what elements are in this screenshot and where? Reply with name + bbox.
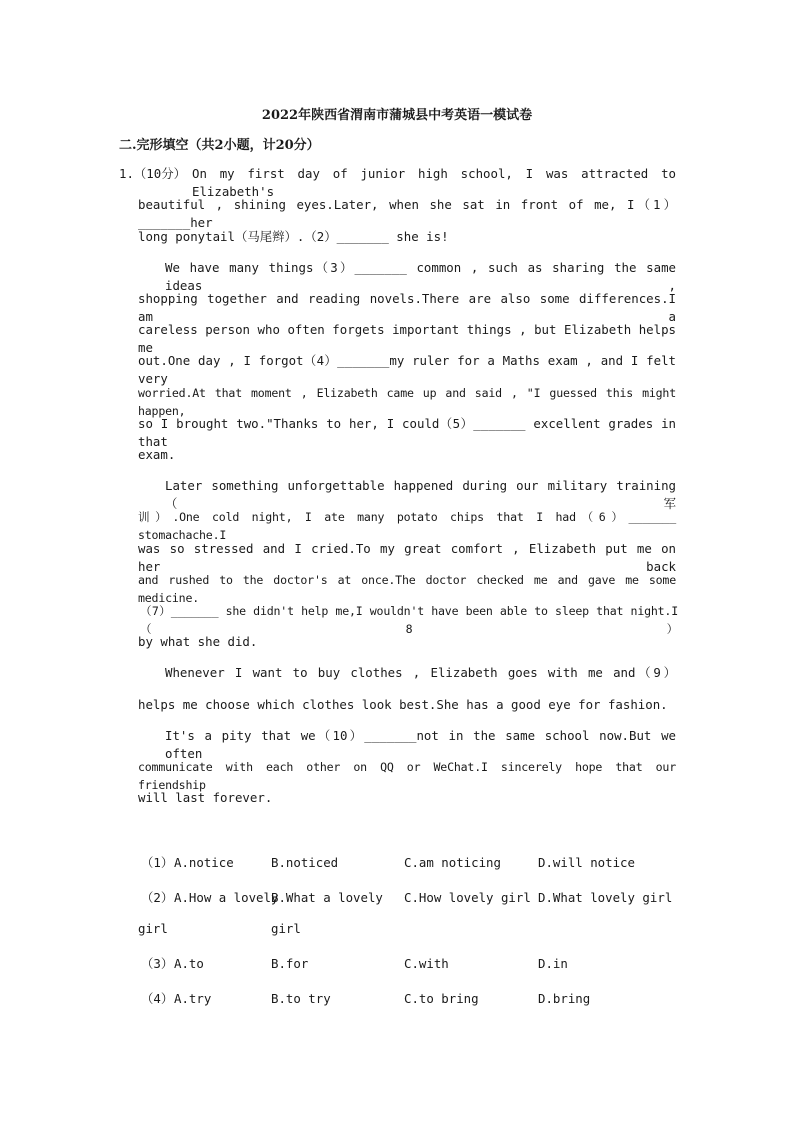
- passage-line: and rushed to the doctor's at once.The doctor checked me and gave me some medicine.: [138, 573, 676, 605]
- passage-line: by what she did.: [138, 634, 258, 649]
- option-a[interactable]: A.try: [174, 991, 212, 1006]
- option-c[interactable]: C.to bring: [404, 991, 479, 1006]
- question-index: 1.: [119, 166, 134, 181]
- option-b-cont: girl: [271, 921, 301, 936]
- section-heading: 二.完形填空（共2小题，计20分）: [119, 138, 320, 153]
- passage-line: （7）_______ she didn't help me,I wouldn't have been able to sleep that night.I（8）: [140, 604, 678, 636]
- passage-line: On my first day of junior high school, I was attracted to Elizabeth's: [192, 166, 676, 199]
- passage-line: long ponytail（马尾辫）.（2）_______ she is!: [138, 229, 449, 244]
- option-number: （2）: [141, 890, 174, 905]
- passage-line: We have many things（3）_______ common , such as sharing the same ideas ,: [165, 260, 676, 293]
- option-c[interactable]: C.am noticing: [404, 855, 501, 870]
- question-points: （10分）: [133, 166, 187, 181]
- passage-line: exam.: [138, 447, 176, 462]
- passage-line: so I brought two."Thanks to her, I could（5）_______ excellent grades in that: [138, 416, 676, 449]
- passage-line: will last forever.: [138, 790, 273, 805]
- question-number: [119, 165, 186, 183]
- option-number: （1）: [141, 855, 174, 870]
- passage-line: shopping together and reading novels.There are also some differences.I am a: [138, 291, 676, 324]
- passage-line: helps me choose which clothes look best.She has a good eye for fashion.: [138, 697, 668, 712]
- option-a-cont: girl: [138, 921, 168, 936]
- option-b[interactable]: B.What a lovely: [271, 890, 383, 905]
- option-b[interactable]: B.for: [271, 956, 309, 971]
- option-number: （3）: [141, 956, 174, 971]
- option-c[interactable]: C.How lovely girl: [404, 890, 531, 905]
- passage-line: was so stressed and I cried.To my great comfort , Elizabeth put me on her back: [138, 541, 676, 574]
- passage-line: out.One day , I forgot（4）_______my ruler for a Maths exam , and I felt very: [138, 353, 676, 386]
- exam-title: 2022年陕西省渭南市蒲城县中考英语一模试卷: [261, 108, 533, 123]
- option-b[interactable]: B.to try: [271, 991, 331, 1006]
- option-a[interactable]: A.notice: [174, 855, 234, 870]
- passage-line: 训）.One cold night, I ate many potato chips that I had（6）_______ stomachache.I: [138, 510, 676, 542]
- passage-line: beautiful , shining eyes.Later, when she sat in front of me, I（1）_______her: [138, 197, 676, 230]
- passage-line: communicate with each other on QQ or WeChat.I sincerely hope that our friendship: [138, 760, 676, 792]
- option-a[interactable]: A.to: [174, 956, 204, 971]
- option-d[interactable]: D.What lovely girl: [538, 890, 673, 905]
- option-d[interactable]: D.bring: [538, 991, 591, 1006]
- option-b[interactable]: B.noticed: [271, 855, 339, 870]
- option-number: （4）: [141, 991, 174, 1006]
- passage-line: Whenever I want to buy clothes , Elizabeth goes with me and（9）: [165, 665, 676, 680]
- option-c[interactable]: C.with: [404, 956, 449, 971]
- passage-line: It's a pity that we（10）_______not in the same school now.But we often: [165, 728, 676, 761]
- option-d[interactable]: D.in: [538, 956, 568, 971]
- passage-line: worried.At that moment , Elizabeth came up and said , "I guessed this might happen,: [138, 386, 676, 418]
- passage-line: Later something unforgettable happened during our military training（军: [165, 478, 676, 511]
- option-a[interactable]: A.How a lovely: [174, 890, 279, 905]
- passage-line: careless person who often forgets important things , but Elizabeth helps me: [138, 322, 676, 355]
- option-d[interactable]: D.will notice: [538, 855, 635, 870]
